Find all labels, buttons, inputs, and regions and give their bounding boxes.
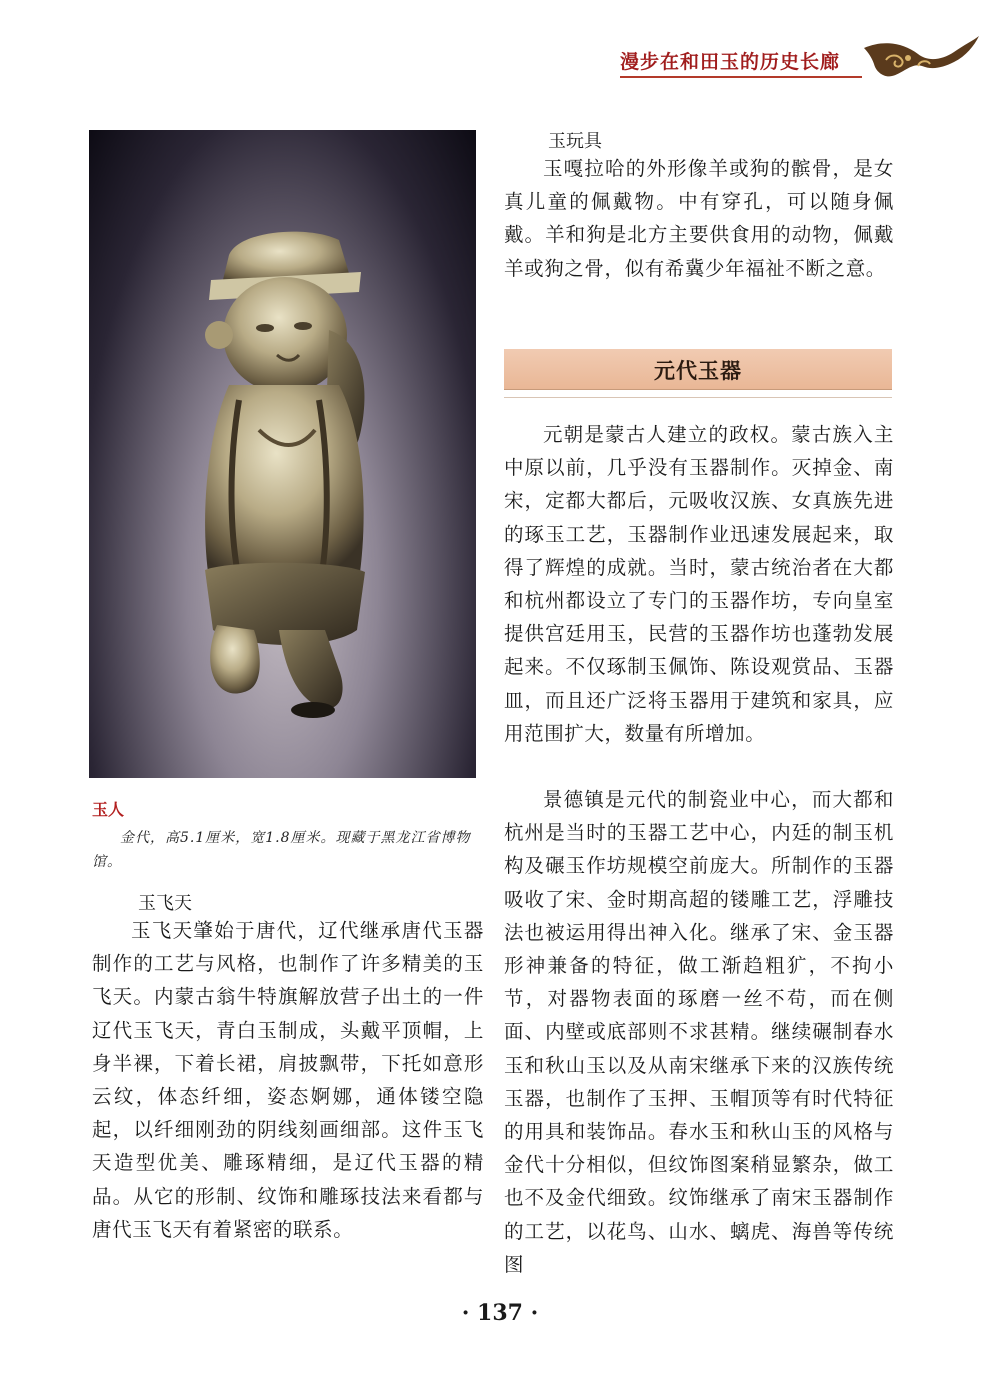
jade-figurine-illustration [89,130,476,778]
page-number: · 137 · [461,1300,539,1326]
yuan-paragraph-1: 元朝是蒙古人建立的政权。蒙古族入主中原以前，几乎没有玉器制作。灭掉金、南宋，定都大都后，元吸收汉族、女真族先进的琢玉工艺，玉器制作业迅速发展起来，取得了辉煌的成就。当时，蒙古统治者在大都和杭州都设立了专门的玉器作坊，专向皇室提供宫廷用玉，民营的玉器作坊也蓬勃发展起来。不仅琢制玉佩饰、陈设观赏品、玉器皿，而且还广泛将玉器用于建筑和家具，应用范围扩大，数量有所增加。 [504,423,894,745]
figure-caption-text: 金代，高5.1厘米，宽1.8厘米。现藏于黑龙江省博物馆。 [92,830,471,870]
figure-caption-title: 玉人 [92,800,125,819]
left-paragraph: 玉飞天肇始于唐代，辽代继承唐代玉器制作的工艺与风格，也制作了许多精美的玉飞天。内蒙古翁牛特旗解放营子出土的一件辽代玉飞天，青白玉制成，头戴平顶帽，上身半裸，下着长裙，肩披飘带，下托如意形云纹，体态纤细，姿态婀娜，通体镂空隐起，以纤细刚劲的阴线刻画细部。这件玉飞天造型优美、雕琢精细，是辽代玉器的精品。从它的形制、纹饰和雕琢技法来看都与唐代玉飞天有着紧密的联系。 [92,919,484,1241]
section-rule [504,397,892,398]
section-title: 元代玉器 [654,358,742,383]
running-title: 漫步在和田玉的历史长廊 [620,51,841,73]
right-subheading: 玉玩具 [548,131,602,152]
section-heading-band [504,349,892,389]
header-rule [620,76,862,78]
yuan-paragraph-2: 景德镇是元代的制瓷业中心，而大都和杭州是当时的玉器工艺中心，内廷的制玉机构及碾玉作坊规模空前庞大。所制作的玉器吸收了宋、金时期高超的镂雕工艺，浮雕技法也被运用得出神入化。继承了宋、金玉器形神兼备的特征，做工渐趋粗犷，不拘小节，对器物表面的琢磨一丝不苟，而在侧面、内壁或底部则不求甚精。继续碾制春水玉和秋山玉以及从南宋继承下来的汉族传统玉器，也制作了玉押、玉帽顶等有时代特征的用具和装饰品。春水玉和秋山玉的风格与金代十分相似，但纹饰图案稍显繁杂，做工也不及金代细致。纹饰继承了南宋玉器制作的工艺，以花鸟、山水、螭虎、海兽等传统图 [504,788,894,1276]
jade-figurine-photo [89,130,476,778]
left-subheading: 玉飞天 [138,893,192,914]
toy-paragraph: 玉嘎拉哈的外形像羊或狗的髌骨，是女真儿童的佩戴物。中有穿孔，可以随身佩戴。羊和狗是北方主要供食用的动物，佩戴羊或狗之骨，似有希冀少年福祉不断之意。 [504,157,894,280]
cloud-ornament-icon [862,30,980,88]
